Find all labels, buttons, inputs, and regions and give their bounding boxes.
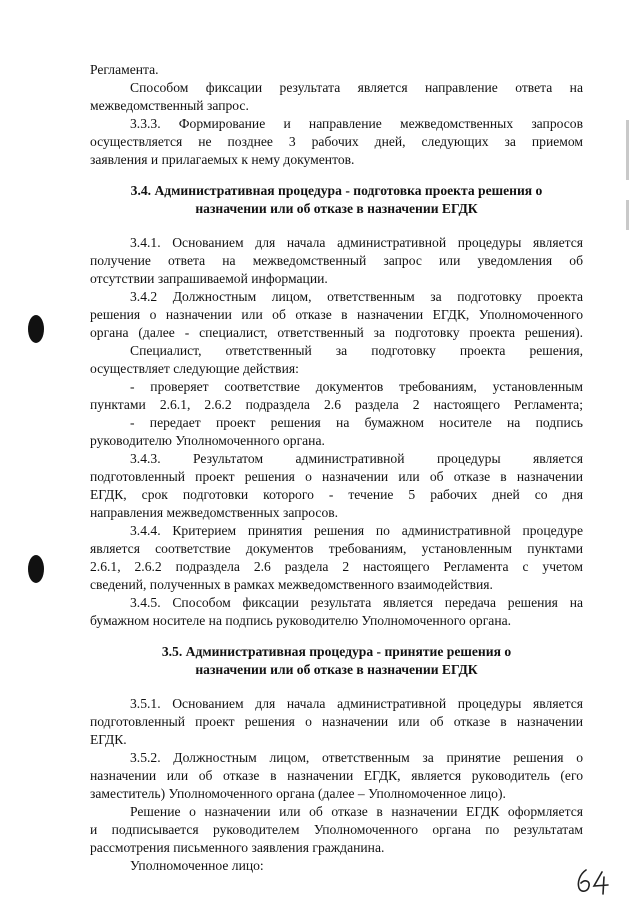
text-line: направления межведомственных запросов. [90,505,339,520]
text-line: органа (далее - специалист, ответственный за подготовку проекта решения). [90,325,583,340]
punch-hole [28,315,44,343]
text-line: 3.4.3. Результатом административной процедуры является [130,451,583,466]
section-heading: назначении или об отказе в назначении ЕГДК [195,662,478,677]
text-line: Регламента. [90,62,159,77]
text-line: является соответствие документов требованиям, установленным пунктами [90,541,583,556]
text-line: 3.4.5. Способом фиксации результата является передача решения на [130,595,583,610]
text-line: 3.3.3. Формирование и направление межведомственных запросов [130,116,583,131]
text-line: бумажном носителе на подпись руководителю Уполномоченного органа. [90,613,512,628]
text-line: подготовленный проект решения о назначении или об отказе в назначении [90,714,583,729]
text-line: решения о назначении или об отказе в назначении ЕГДК, Уполномоченного [90,307,583,322]
text-line: заявления и прилагаемых к нему документов. [90,152,355,167]
text-line: - проверяет соответствие документов требованиям, установленным [130,379,583,394]
text-line: Решение о назначении или об отказе в назначении ЕГДК оформляется [130,804,583,819]
text-line: Уполномоченное лицо: [130,858,264,873]
text-line: Специалист, ответственный за подготовку проекта решения, [130,343,583,358]
text-line: 3.5.1. Основанием для начала административной процедуры является [130,696,583,711]
handwritten-page-number [572,864,620,898]
section-heading: 3.4. Административная процедура - подготовка проекта решения о [130,183,543,198]
text-line: заместитель) Уполномоченного органа (далее – Уполномоченное лицо). [90,786,506,801]
text-line: ЕГДК, срок подготовки которого - течение 5 рабочих дней со дня [90,487,583,502]
text-line: рассмотрения письменного заявления гражданина. [90,840,385,855]
text-line: сведений, полученных в рамках межведомственного взаимодействия. [90,577,493,592]
text-line: осуществляется не позднее 3 рабочих дней, следующих за приемом [90,134,583,149]
text-line: 2.6.1, 2.6.2 подраздела 2.6 раздела 2 настоящего Регламента с учетом [90,559,583,574]
text-line: Способом фиксации результата является направление ответа на [130,80,583,95]
text-line: межведомственный запрос. [90,98,249,113]
text-line: руководителю Уполномоченного органа. [90,433,325,448]
text-line: пунктами 2.6.1, 2.6.2 подраздела 2.6 раздела 2 настоящего Регламента; [90,397,583,412]
text-line: 3.4.2 Должностным лицом, ответственным за подготовку проекта [130,289,583,304]
text-line: и подписывается руководителем Уполномоченного органа по результатам [90,822,583,837]
text-line: - передает проект решения на бумажном носителе на подпись [130,415,583,430]
text-line: подготовленный проект решения о назначении или об отказе в назначении [90,469,583,484]
text-line: 3.5.2. Должностным лицом, ответственным за принятие решения о [130,750,583,765]
text-line: ЕГДК. [90,732,127,747]
text-line: отсутствии запрашиваемой информации. [90,271,328,286]
scan-edge-mark [626,120,629,180]
text-line: осуществляет следующие действия: [90,361,299,376]
punch-hole [28,555,44,583]
text-line: 3.4.4. Критерием принятия решения по административной процедуре [130,523,583,538]
text-line: 3.4.1. Основанием для начала административной процедуры является [130,235,583,250]
section-heading: назначении или об отказе в назначении ЕГДК [195,201,478,216]
text-line: получение ответа на межведомственный запрос или уведомления об [90,253,583,268]
scan-edge-mark [626,200,629,230]
text-line: назначении или об отказе в назначении ЕГДК, является руководитель (его [90,768,583,783]
section-heading: 3.5. Административная процедура - принятие решения о [161,644,512,659]
